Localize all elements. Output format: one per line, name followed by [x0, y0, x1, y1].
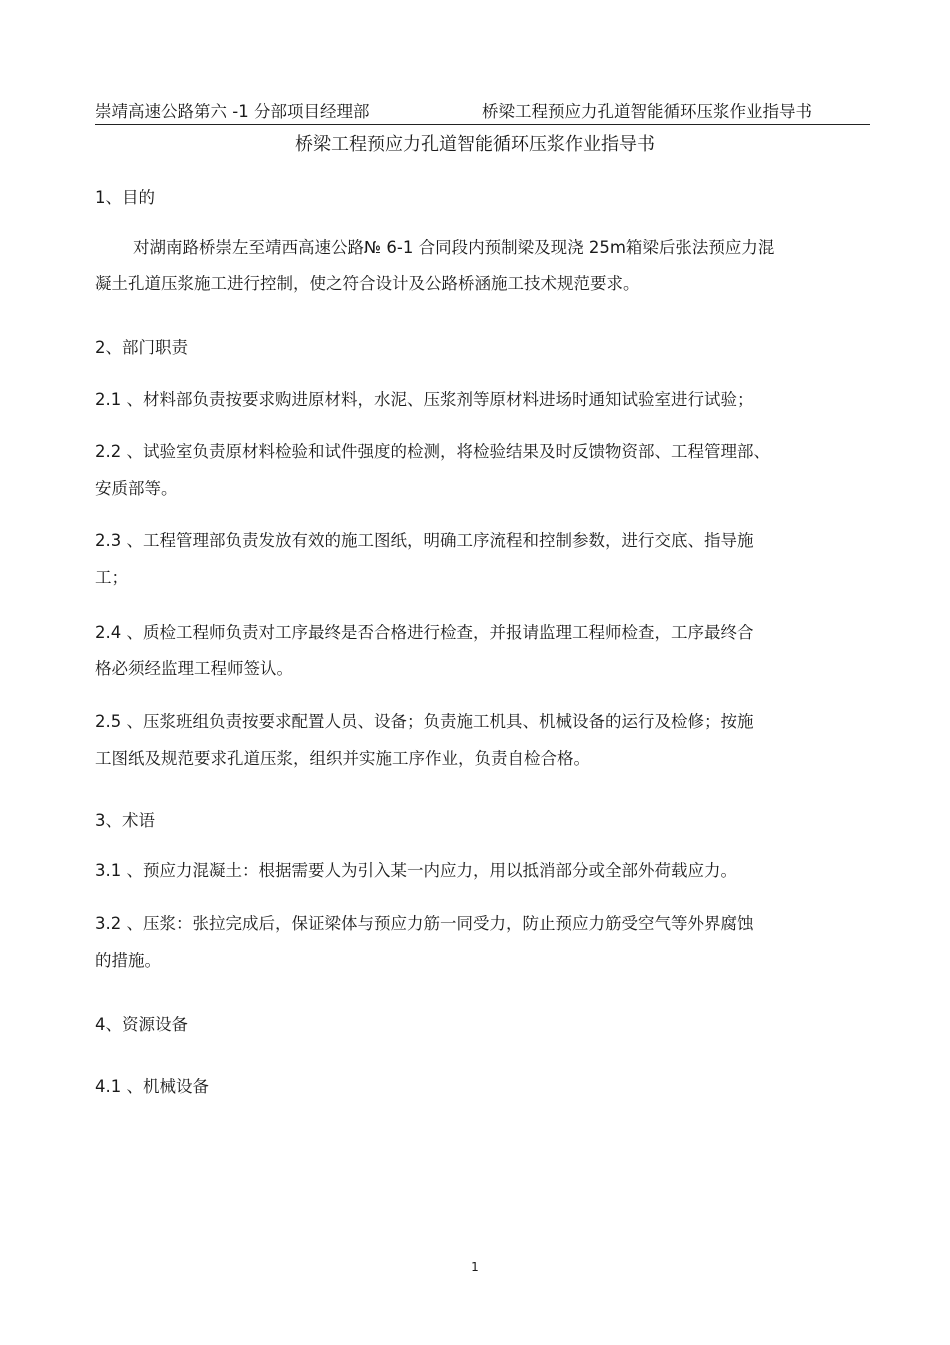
paragraph-line: 3.2 、压浆：张拉完成后，保证梁体与预应力筋一同受力，防止预应力筋受空气等外界腐蚀: [95, 914, 754, 933]
section-heading-purpose: 1、目的: [95, 188, 155, 207]
paragraph-line: 2.5 、压浆班组负责按要求配置人员、设备；负责施工机具、机械设备的运行及检修；按施: [95, 712, 754, 731]
paragraph-line: 的措施。: [95, 951, 161, 970]
document-title: 桥梁工程预应力孔道智能循环压浆作业指导书: [295, 134, 655, 155]
subsection-heading: 4.1 、机械设备: [95, 1077, 209, 1096]
page-number: 1: [471, 1260, 479, 1274]
paragraph-line: 格必须经监理工程师签认。: [95, 659, 293, 678]
running-header-left: 崇靖高速公路第六 -1 分部项目经理部: [95, 102, 370, 121]
paragraph-line: 2.4 、质检工程师负责对工序最终是否合格进行检查，并报请监理工程师检查，工序最终合: [95, 623, 754, 642]
paragraph-line: 2.3 、工程管理部负责发放有效的施工图纸，明确工序流程和控制参数，进行交底、指导施: [95, 531, 754, 550]
paragraph-line: 2.2 、试验室负责原材料检验和试件强度的检测，将检验结果及时反馈物资部、工程管理部、: [95, 442, 770, 461]
section-heading-responsibilities: 2、部门职责: [95, 338, 188, 357]
paragraph-line: 工；: [95, 568, 128, 587]
paragraph-line: 3.1 、预应力混凝土：根据需要人为引入某一内应力，用以抵消部分或全部外荷载应力。: [95, 861, 737, 880]
paragraph-line: 工图纸及规范要求孔道压浆，组织并实施工序作业，负责自检合格。: [95, 749, 590, 768]
paragraph-line: 对湖南路桥崇左至靖西高速公路№ 6-1 合同段内预制梁及现浇 25m箱梁后张法预应力混: [133, 238, 775, 257]
paragraph-line: 凝土孔道压浆施工进行控制，使之符合设计及公路桥涵施工技术规范要求。: [95, 274, 640, 293]
running-header-right: 桥梁工程预应力孔道智能循环压浆作业指导书: [482, 102, 812, 121]
paragraph-line: 2.1 、材料部负责按要求购进原材料，水泥、压浆剂等原材料进场时通知试验室进行试验；: [95, 390, 754, 409]
paragraph-line: 安质部等。: [95, 479, 178, 498]
section-heading-terms: 3、术语: [95, 811, 155, 830]
section-heading-resources: 4、资源设备: [95, 1015, 188, 1034]
header-divider: [95, 124, 870, 125]
